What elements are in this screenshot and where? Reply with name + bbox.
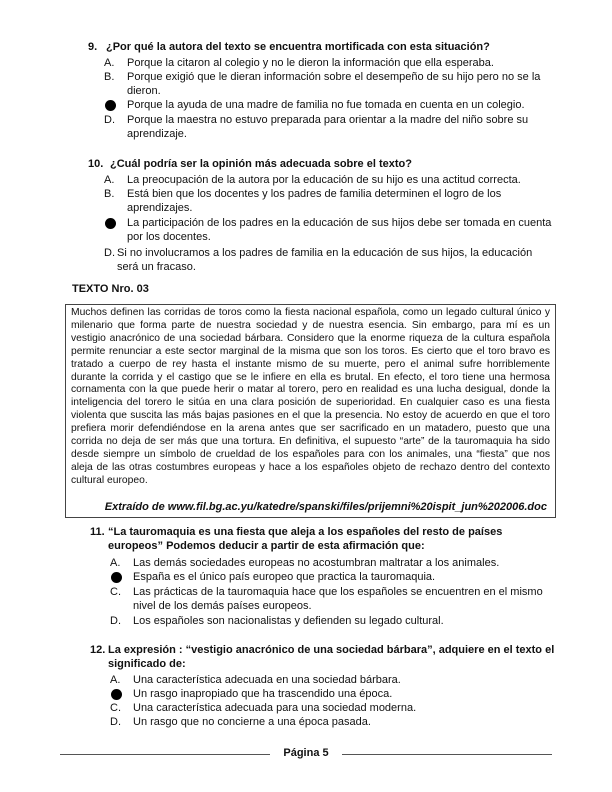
option-text: Está bien que los docentes y los padres de familia determinen el logro de los aprendizajes. [127, 188, 502, 214]
reading-passage: Muchos definen las corridas de toros como la fiesta nacional española, como un legado cultural único y milenario que forma parte de nuestra sociedad y de nuestra esencia. Sin embargo, para mí es un vestigio anacrónico de una sociedad bárbara. Considero que la enorme riqueza de la cultura española permite renunciar a este sector marginal de la misma que son los toros. Es cierto que el toro bravo es tratado a cuerpo de rey hasta el instante mismo de su muerte, pero el animal sufre horriblemente durante la corrida y el castigo que se le infiere en ella es brutal. En efecto, el toro tiene una hermosa cornamenta con la que puede herir o matar al torero, pero en realidad es una lucha desigual, donde la inteligencia del torero le sitúa en una clara posición de superioridad. En cualquier caso es una fiesta violenta que suscita las más bajas pasiones en el que la presencia. No estoy de acuerdo en que el toro prefiera morir defendiéndose en la arena antes que ser sacrificado en un matadero, puesto que una corrida no deja de ser más que una tortura. En definitiva, el supuesto “arte” de la tauromaquia ha sido desde siempre un símbolo de crueldad de los españoles para con los animales, una “fiesta” que nos aleja de las otras costumbres europeas y hace a los españoles objeto de rechazo dentro del contexto cultural europeo. [71, 307, 550, 486]
option-letter: A. [104, 174, 115, 186]
option-letter: D. [104, 114, 115, 126]
option-text: Porque la maestra no estuvo preparada para orientar a la madre del niño sobre su aprendizaje. [127, 114, 529, 140]
reading-title: TEXTO Nro. 03 [72, 283, 149, 295]
selected-answer-mark [105, 100, 116, 111]
question-12-text: La expresión : “vestigio anacrónico de una sociedad bárbara”, adquiere en el texto el significado de: [108, 644, 555, 670]
option-text: España es el único país europeo que practica la tauromaquia. [133, 571, 436, 583]
option-text: Porque exigió que le dieran información sobre el desempeño de su hijo pero no se la dieron. [127, 71, 541, 97]
option-text: La preocupación de la autora por la educación de su hijo es una actitud correcta. [127, 174, 521, 186]
option-text: Las prácticas de la tauromaquia hace que los españoles se encuentren en el mismo nivel de los demás países europeos. [133, 586, 543, 612]
option-text: Un rasgo inapropiado que ha trascendido una época. [133, 688, 393, 700]
option-text: Una característica adecuada para una sociedad moderna. [133, 702, 417, 714]
selected-answer-mark [105, 218, 116, 229]
question-10-text: ¿Cuál podría ser la opinión más adecuada sobre el texto? [110, 158, 412, 170]
option-text: Una característica adecuada en una sociedad bárbara. [133, 674, 401, 686]
question-9-number: 9. [88, 41, 98, 53]
reading-passage-box [65, 304, 556, 518]
reading-source: Extraído de www.fil.bg.ac.yu/katedre/spanski/files/prijemni%20ispit_jun%202006.doc [104, 501, 547, 513]
option-letter: D. [110, 615, 121, 627]
option-text: Porque la citaron al colegio y no le dieron la información que ella esperaba. [127, 57, 494, 69]
option-letter: C. [110, 586, 121, 598]
option-letter: D. [110, 716, 121, 728]
question-10-number: 10. [88, 158, 104, 170]
option-letter: A. [110, 557, 121, 569]
option-letter: A. [104, 57, 115, 69]
page-footer [60, 747, 552, 761]
option-text: Si no involucramos a los padres de familia en la educación de sus hijos, la educación será un fracaso. [117, 247, 533, 273]
option-letter: C. [110, 702, 121, 714]
option-text: Los españoles son nacionalistas y defienden su legado cultural. [133, 615, 444, 627]
question-11-number: 11. [90, 526, 105, 538]
option-letter: B. [104, 71, 115, 83]
selected-answer-mark [111, 689, 122, 700]
page-number-label: Página 5 [279, 747, 332, 759]
option-text: La participación de los padres en la educación de sus hijos debe ser tomada en cuenta por los docentes. [127, 217, 552, 243]
option-text: Porque la ayuda de una madre de familia no fue tomada en cuenta en un colegio. [127, 99, 525, 111]
option-letter: D. [104, 247, 115, 259]
option-letter: A. [110, 674, 121, 686]
option-text: Un rasgo que no concierne a una época pasada. [133, 716, 371, 728]
option-letter: B. [104, 188, 115, 200]
option-text: Las demás sociedades europeas no acostumbran maltratar a los animales. [133, 557, 500, 569]
selected-answer-mark [111, 572, 122, 583]
question-9-text: ¿Por qué la autora del texto se encuentra mortificada con esta situación? [106, 41, 490, 53]
question-11-text: “La tauromaquia es una fiesta que aleja a los españoles del resto de países europeos” Podemos deducir a partir de esta afirmación que: [108, 526, 503, 552]
page-number [60, 747, 552, 759]
question-12-number: 12. [90, 644, 106, 656]
